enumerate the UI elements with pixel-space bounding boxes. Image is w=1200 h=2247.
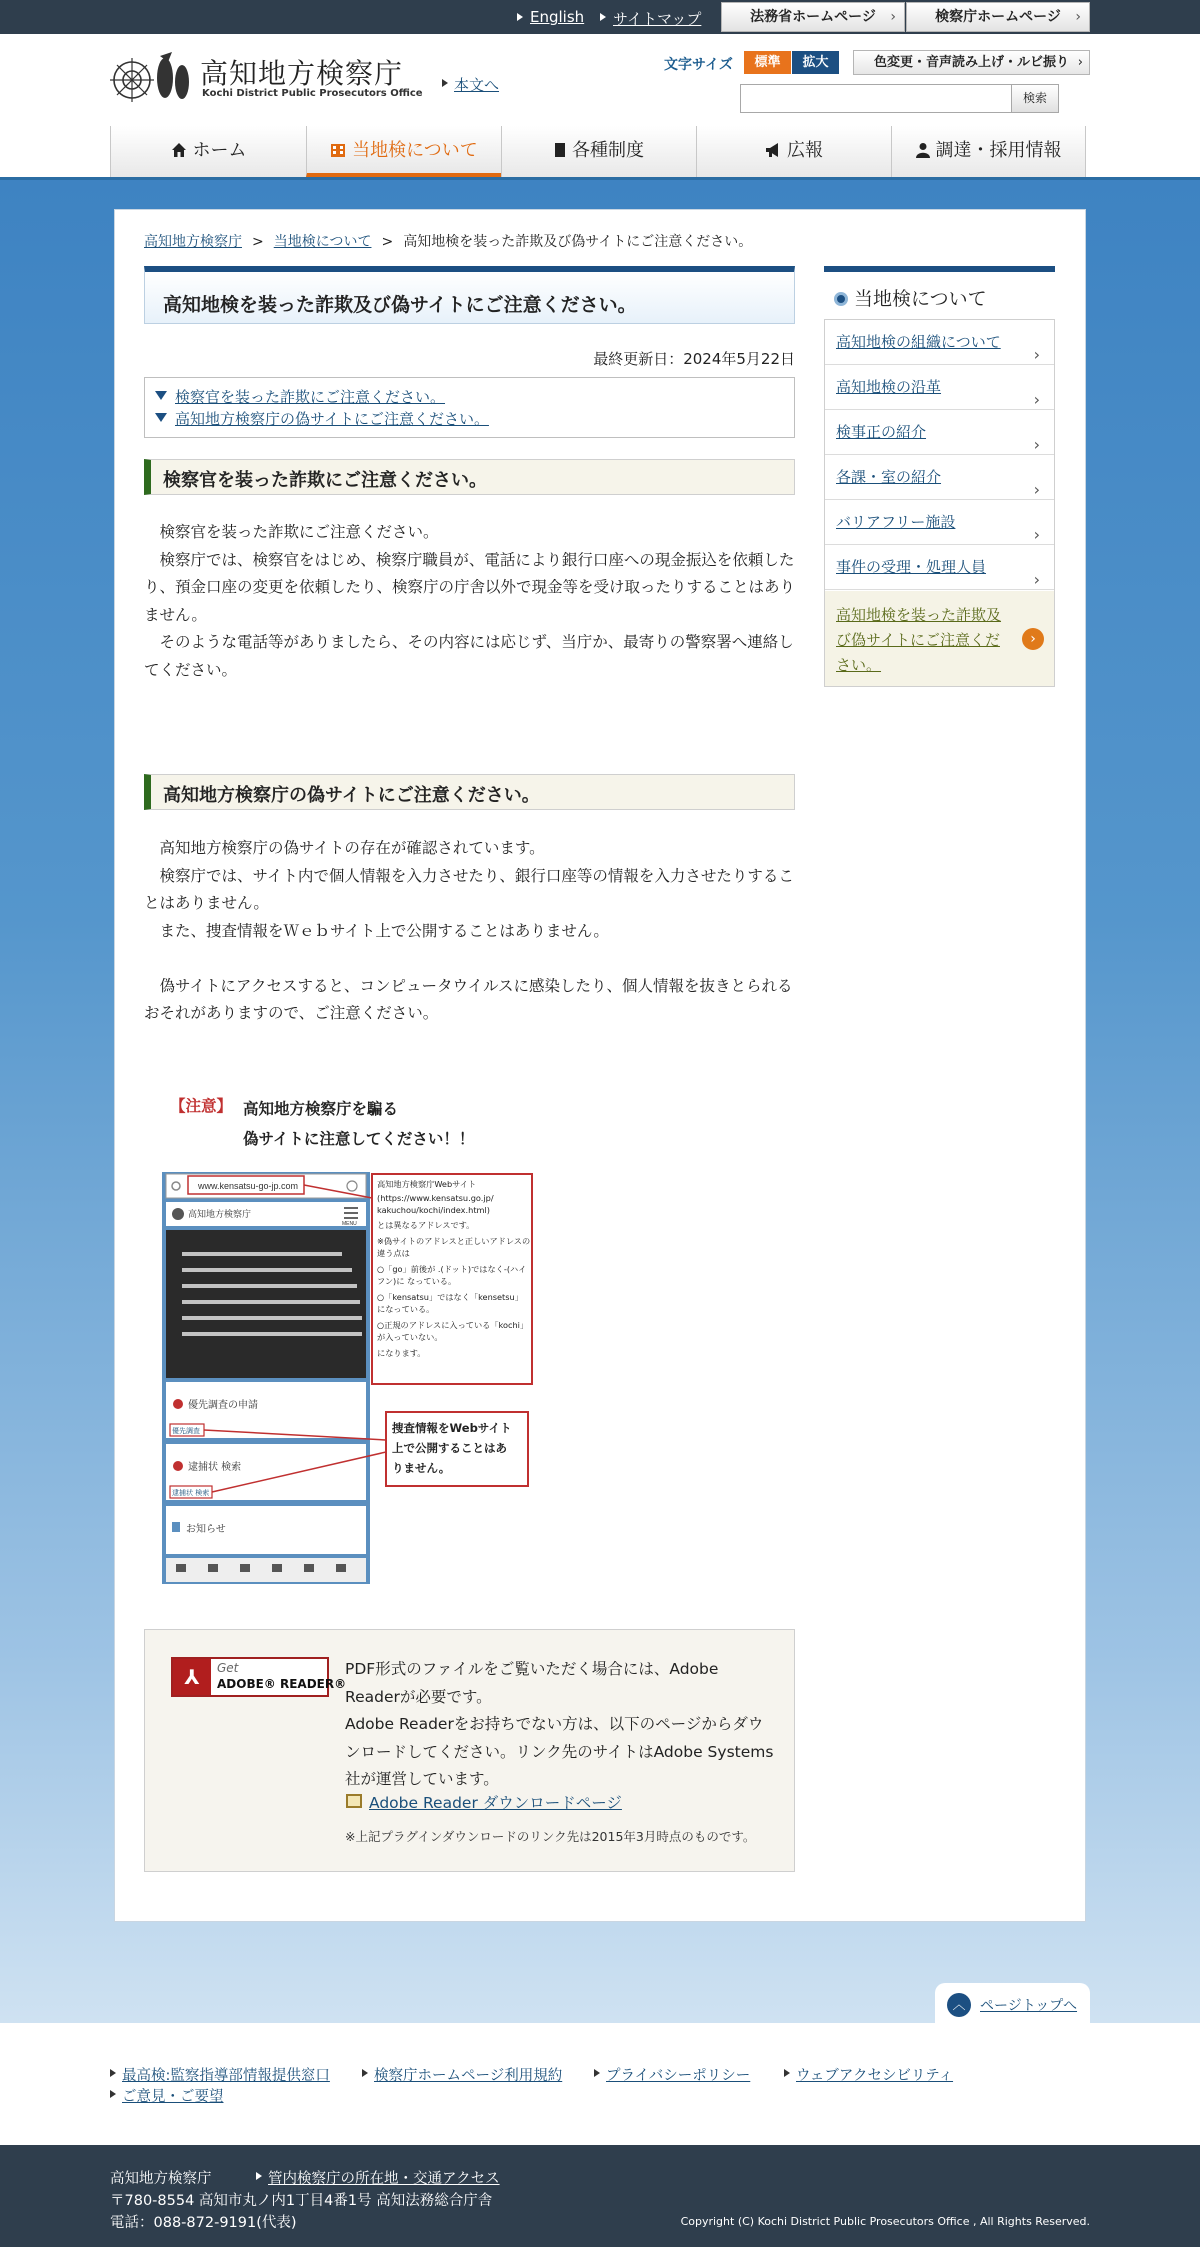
- kensatsu-homepage-button[interactable]: [906, 2, 1090, 32]
- paragraph: 検察庁では、検察官をはじめ、検察庁職員が、電話により銀行口座への現金振込を依頼したり、預金口座の変更を依頼したり、検察庁の庁舎以外で現金等を受け取ったりすることはありません。: [144, 550, 796, 624]
- callout-line: 上で公開することはあ: [392, 1441, 507, 1455]
- moj-homepage-label: 法務省ホームページ: [750, 9, 876, 25]
- notice-label: 【注意】: [170, 1097, 233, 1115]
- table-of-contents: [144, 377, 795, 438]
- section-heading-fraud: 検察官を装った詐欺にご注意ください。: [144, 459, 795, 495]
- search-button[interactable]: 検索: [1011, 84, 1059, 113]
- sidebar-item-label[interactable]: 高知地検の沿革: [836, 378, 942, 396]
- sidebar-item-label[interactable]: 各課・室の紹介: [836, 468, 942, 486]
- fake-site-illustration: [162, 1172, 534, 1584]
- footer-phone: 電話：088-872-9191(代表): [110, 2215, 297, 2231]
- breadcrumb-home[interactable]: 高知地方検察庁: [144, 234, 242, 250]
- bullet-circle-icon: [834, 292, 848, 306]
- external-window-icon: [346, 1794, 362, 1808]
- footer-link-accessibility[interactable]: ウェブアクセシビリティ: [784, 2064, 953, 2085]
- chevron-right-icon: ›: [1033, 570, 1040, 589]
- fake-item-news: お知らせ: [186, 1524, 226, 1535]
- pdf-note: ※上記プラグインダウンロードのリンク先は2015年3月時点のものです。: [345, 1829, 756, 1844]
- callout-line: ○「go」前後が .(ドット)ではなく-(ハイ: [377, 1264, 527, 1274]
- sidebar-item-organization[interactable]: [825, 320, 1054, 365]
- chevron-right-icon: ›: [1033, 435, 1040, 454]
- triangle-down-icon: [155, 391, 167, 400]
- person-icon: [916, 142, 930, 158]
- building-icon: [330, 142, 346, 158]
- page-top-button[interactable]: [935, 1983, 1090, 2023]
- chevron-right-icon: ›: [890, 9, 896, 25]
- sidebar-item-label[interactable]: 高知地検を装った詐欺及び偽サイトにご注意ください。: [836, 606, 1002, 674]
- chevron-right-icon: ›: [1033, 480, 1040, 499]
- nav-about[interactable]: [306, 126, 501, 177]
- global-nav: [0, 126, 1200, 180]
- breadcrumb-about[interactable]: 当地検について: [273, 234, 372, 250]
- paragraph: 検察官を装った詐欺にご注意ください。: [144, 523, 439, 541]
- paragraph: 高知地方検察庁の偽サイトの存在が確認されています。: [144, 839, 545, 857]
- english-link[interactable]: English: [517, 8, 584, 26]
- spacer: [144, 945, 795, 973]
- color-voice-ruby-button[interactable]: [853, 50, 1090, 75]
- sidebar-title: [824, 266, 1055, 320]
- callout-line: ※偽サイトのアドレスと正しいアドレスの: [377, 1236, 531, 1246]
- sidebar-title-label: 当地検について: [854, 288, 987, 310]
- callout-line: になります。: [377, 1348, 426, 1358]
- notice-text: [243, 1094, 474, 1154]
- fake-item-warrant-button: 逮捕状 検索: [172, 1489, 210, 1497]
- chevron-right-circle-icon: ›: [1022, 628, 1044, 650]
- last-updated: 最終更新日：2024年5月22日: [593, 350, 795, 368]
- footer-link-supreme-inspection[interactable]: 最高検:監察指導部情報提供窓口: [110, 2064, 330, 2085]
- nav-procurement-recruit[interactable]: [891, 126, 1086, 177]
- kikyo-emblem-icon[interactable]: [110, 50, 196, 106]
- sidebar-item-case-stats[interactable]: [825, 545, 1054, 590]
- font-size-large-button[interactable]: 拡大: [792, 51, 839, 74]
- nav-about-label: 当地検について: [352, 140, 478, 161]
- megaphone-icon: [765, 142, 781, 158]
- section-fake-site-body: [144, 835, 795, 1028]
- footer-links: [0, 2023, 1200, 2145]
- footer-org-name: 高知地方検察庁: [110, 2171, 212, 2187]
- footer-copyright: Copyright (C) Kochi District Public Prosecutors Office , All Rights Reserved.: [680, 2215, 1090, 2228]
- fake-item-warrant: 逮捕状 検索: [188, 1462, 242, 1473]
- nav-publicity-label: 広報: [787, 140, 823, 161]
- font-size-label: 文字サイズ: [664, 57, 733, 73]
- callout-line: りません。: [392, 1461, 451, 1475]
- callout-line: 違う点は: [377, 1248, 410, 1258]
- footer-access-link[interactable]: 管内検察庁の所在地・交通アクセス: [256, 2167, 500, 2188]
- site-logo-ja[interactable]: 高知地方検察庁: [200, 57, 404, 90]
- footer-link-terms[interactable]: 検察庁ホームページ利用規約: [362, 2064, 562, 2085]
- breadcrumb: [144, 231, 752, 251]
- chevron-right-icon: ›: [1075, 9, 1081, 25]
- nav-publicity[interactable]: [696, 126, 891, 177]
- sidebar-item-label[interactable]: バリアフリー施設: [836, 513, 956, 531]
- callout-line: 高知地方検察庁Webサイト: [377, 1179, 477, 1189]
- sidebar-item-barrier-free[interactable]: [825, 500, 1054, 545]
- paragraph: また、捜査情報をＷｅｂサイト上で公開することはありません。: [144, 921, 609, 940]
- breadcrumb-current: 高知地検を装った詐欺及び偽サイトにご注意ください。: [403, 234, 753, 250]
- chevron-right-icon: ›: [1077, 55, 1083, 70]
- footer-link-feedback[interactable]: ご意見・ご要望: [110, 2085, 224, 2106]
- search-input[interactable]: [740, 84, 1012, 113]
- section-heading-fake-site: 高知地方検察庁の偽サイトにご注意ください。: [144, 774, 795, 810]
- callout-line: 捜査情報をWebサイト: [392, 1421, 512, 1435]
- sidebar-item-chief-prosecutor[interactable]: [825, 410, 1054, 455]
- callout-line: フン)に なっている。: [377, 1276, 457, 1286]
- breadcrumb-separator: >: [381, 234, 394, 250]
- get-label: Get: [217, 1661, 239, 1675]
- book-icon: [554, 142, 566, 158]
- sitemap-link[interactable]: サイトマップ: [600, 8, 701, 29]
- adobe-reader-download-link[interactable]: Adobe Reader ダウンロードページ: [369, 1794, 622, 1812]
- home-icon: [171, 142, 187, 158]
- fake-url-text: www.kensatsu-go-jp.com: [198, 1181, 299, 1191]
- color-voice-ruby-label: 色変更・音声読み上げ・ルビ振り: [873, 55, 1069, 70]
- chevron-right-icon: ›: [1033, 345, 1040, 364]
- breadcrumb-separator: >: [252, 234, 264, 250]
- footer-address: 〒780-8554 高知市丸ノ内1丁目4番1号 高知法務総合庁舎: [110, 2193, 493, 2209]
- triangle-down-icon: [155, 413, 167, 422]
- sidebar-item-label[interactable]: 高知地検の組織について: [836, 333, 1001, 351]
- notice-line: 偽サイトに注意してください！！: [243, 1130, 475, 1148]
- section-fraud-body: [144, 519, 795, 684]
- pdf-description: [345, 1656, 775, 1794]
- chevron-up-icon: ︿: [947, 1993, 971, 2017]
- callout-line: kakuchou/kochi/index.html): [377, 1205, 490, 1215]
- paragraph: そのような電話等がありましたら、その内容には応じず、当庁か、最寄りの警察署へ連絡してください。: [144, 633, 794, 679]
- kensatsu-homepage-label: 検察庁ホームページ: [935, 9, 1061, 25]
- nav-systems[interactable]: [501, 126, 696, 177]
- callout-line: ○正規のアドレスに入っている「kochi」: [377, 1320, 529, 1330]
- callout-line: になっている。: [377, 1304, 435, 1314]
- site-logo-en: Kochi District Public Prosecutors Office: [202, 88, 423, 99]
- chevron-right-icon: ›: [1033, 390, 1040, 409]
- pdf-reader-box: [144, 1629, 795, 1872]
- toc-link-fake-site[interactable]: 高知地方検察庁の偽サイトにご注意ください。: [175, 410, 489, 428]
- sidebar-item-divisions[interactable]: [825, 455, 1054, 500]
- chevron-right-icon: ›: [1033, 525, 1040, 544]
- adobe-pdf-icon: ⅄: [173, 1659, 211, 1695]
- footer-link-privacy[interactable]: プライバシーポリシー: [594, 2064, 750, 2085]
- skip-to-content-link[interactable]: 本文へ: [442, 74, 499, 95]
- paragraph: 検察庁では、サイト内で個人情報を入力させたり、銀行口座等の情報を入力させたりすることはありません。: [144, 866, 794, 912]
- nav-procurement-label: 調達・採用情報: [935, 140, 1062, 161]
- notice-line: 高知地方検察庁を騙る: [243, 1100, 399, 1118]
- toc-link-fraud[interactable]: 検察官を装った詐欺にご注意ください。: [175, 388, 446, 406]
- adobe-reader-label: ADOBE® READER®: [217, 1677, 347, 1691]
- sidebar-item-label[interactable]: 検事正の紹介: [836, 423, 927, 441]
- paragraph: PDF形式のファイルをご覧いただく場合には、Adobe Readerが必要です。: [345, 1660, 719, 1706]
- sidebar-item-label[interactable]: 事件の受理・処理人員: [836, 558, 987, 576]
- callout-line: とは異なるアドレスです。: [377, 1220, 475, 1230]
- nav-home[interactable]: [110, 126, 306, 177]
- callout-line: が入っていない。: [377, 1332, 443, 1342]
- moj-homepage-button[interactable]: [721, 2, 905, 32]
- nav-home-label: ホーム: [192, 140, 247, 161]
- site-footer: [0, 2145, 1200, 2247]
- callout-line: (https://www.kensatsu.go.jp/: [377, 1193, 494, 1203]
- paragraph: 偽サイトにアクセスすると、コンピュータウイルスに感染したり、個人情報を抜きとられるおそれがありますので、ご注意ください。: [144, 976, 793, 1022]
- nav-systems-label: 各種制度: [572, 140, 644, 161]
- callout-line: ○「kensatsu」ではなく「kensetsu」: [377, 1292, 523, 1302]
- fake-menu-label: MENU: [342, 1221, 357, 1227]
- sidebar-item-history[interactable]: [825, 365, 1054, 410]
- top-bar: [0, 0, 1200, 34]
- page-top-link[interactable]: ページトップへ: [980, 1998, 1078, 2014]
- fake-item-priority-button: 優先調査: [172, 1427, 200, 1435]
- sidebar-item-fraud-warning[interactable]: [825, 591, 1054, 686]
- paragraph: Adobe Readerをお持ちでない方は、以下のページからダウンロードしてください。リンク先のサイトはAdobe Systems社が運営しています。: [345, 1715, 774, 1788]
- page-title: 高知地検を装った詐欺及び偽サイトにご注意ください。: [144, 266, 795, 324]
- font-size-standard-button[interactable]: 標準: [744, 51, 791, 74]
- fake-item-priority: 優先調査の申請: [188, 1400, 258, 1411]
- fake-site-title: 高知地方検察庁: [188, 1210, 252, 1220]
